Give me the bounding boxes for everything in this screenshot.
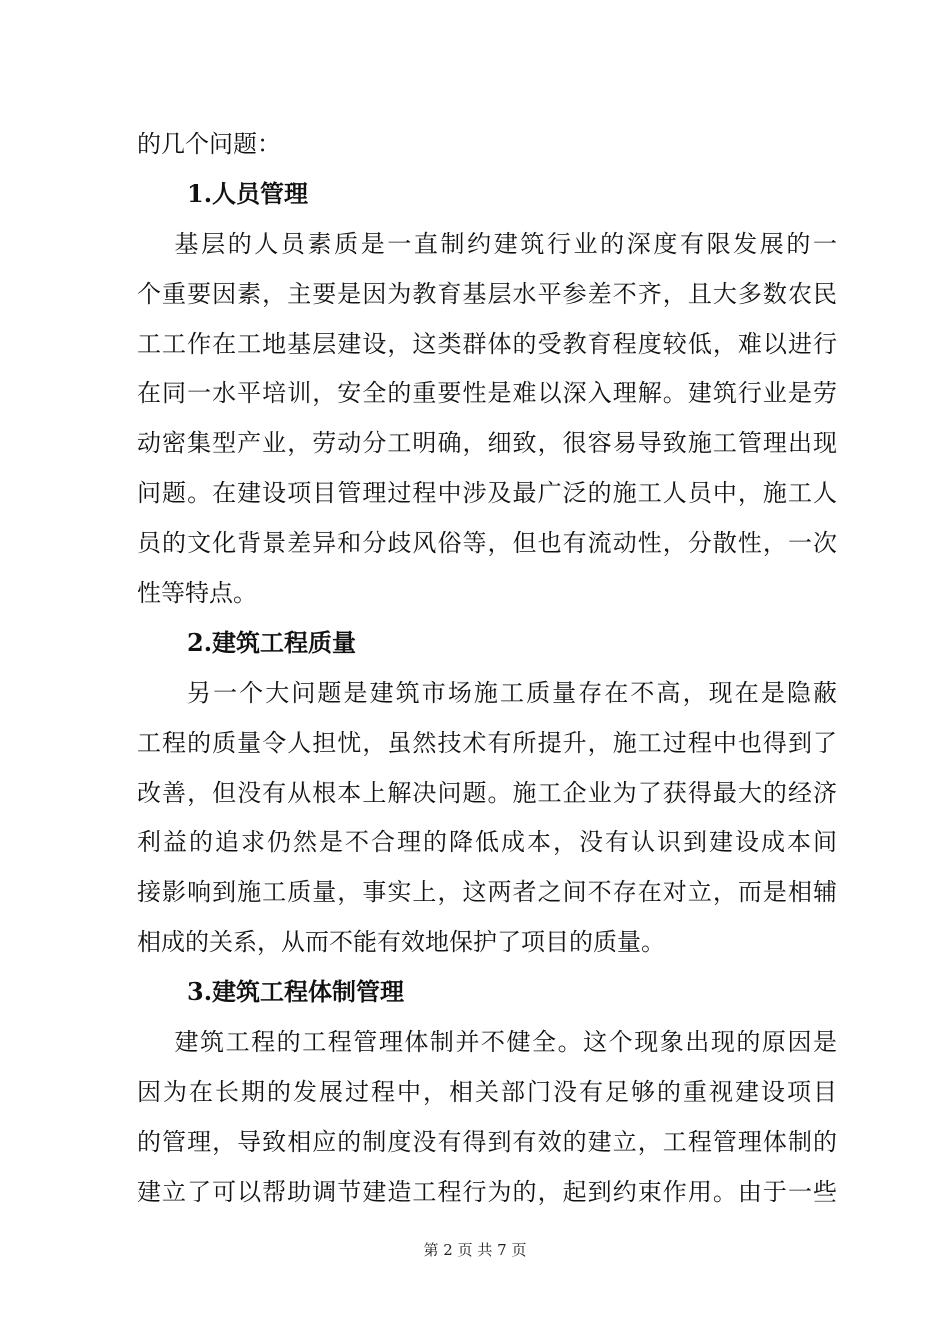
body-text-line: 接影响到施工质量，事实上，这两者之间不存在对立，而是相辅 (137, 878, 837, 907)
body-text-line: 的几个问题： (137, 130, 281, 158)
body-text-line: 工工作在工地基层建设，这类群体的受教育程度较低，难以进行 (137, 329, 837, 358)
section-heading: 3.建筑工程体制管理 (187, 977, 405, 1007)
section-heading: 1.人员管理 (187, 178, 309, 208)
body-text-line: 工程的质量令人担忧，虽然技术有所提升，施工过程中也得到了 (137, 728, 837, 757)
body-text-line: 建筑工程的工程管理体制并不健全。这个现象出现的原因是 (174, 1028, 837, 1057)
body-text-line: 基层的人员素质是一直制约建筑行业的深度有限发展的一 (174, 229, 837, 258)
body-text-line: 员的文化背景差异和分歧风俗等，但也有流动性，分散性，一次 (137, 529, 837, 558)
page-footer: 第 2 页 共 7 页 (423, 1241, 527, 1259)
body-text-line: 性等特点。 (137, 579, 257, 608)
body-text-line: 在同一水平培训，安全的重要性是难以深入理解。建筑行业是劳 (137, 379, 837, 408)
body-text-line: 相成的关系，从而不能有效地保护了项目的质量。 (137, 928, 665, 957)
body-text-line: 问题。在建设项目管理过程中涉及最广泛的施工人员中，施工人 (137, 479, 837, 508)
body-text-line: 个重要因素，主要是因为教育基层水平参差不齐，且大多数农民 (137, 279, 837, 308)
document-body (137, 127, 837, 1225)
body-text-line: 因为在长期的发展过程中，相关部门没有足够的重视建设项目 (137, 1077, 837, 1106)
body-text-line: 改善，但没有从根本上解决问题。施工企业为了获得最大的经济 (137, 778, 837, 807)
body-text-line: 的管理，导致相应的制度没有得到有效的建立，工程管理体制的 (137, 1127, 837, 1156)
body-text-line: 建立了可以帮助调节建造工程行为的，起到约束作用。由于一些 (137, 1177, 837, 1206)
body-text-line: 另一个大问题是建筑市场施工质量存在不高，现在是隐蔽 (187, 678, 837, 707)
section-heading: 2.建筑工程质量 (187, 627, 357, 657)
body-text-line: 动密集型产业，劳动分工明确，细致，很容易导致施工管理出现 (137, 429, 837, 458)
body-text-line: 利益的追求仍然是不合理的降低成本，没有认识到建设成本间 (137, 828, 837, 857)
